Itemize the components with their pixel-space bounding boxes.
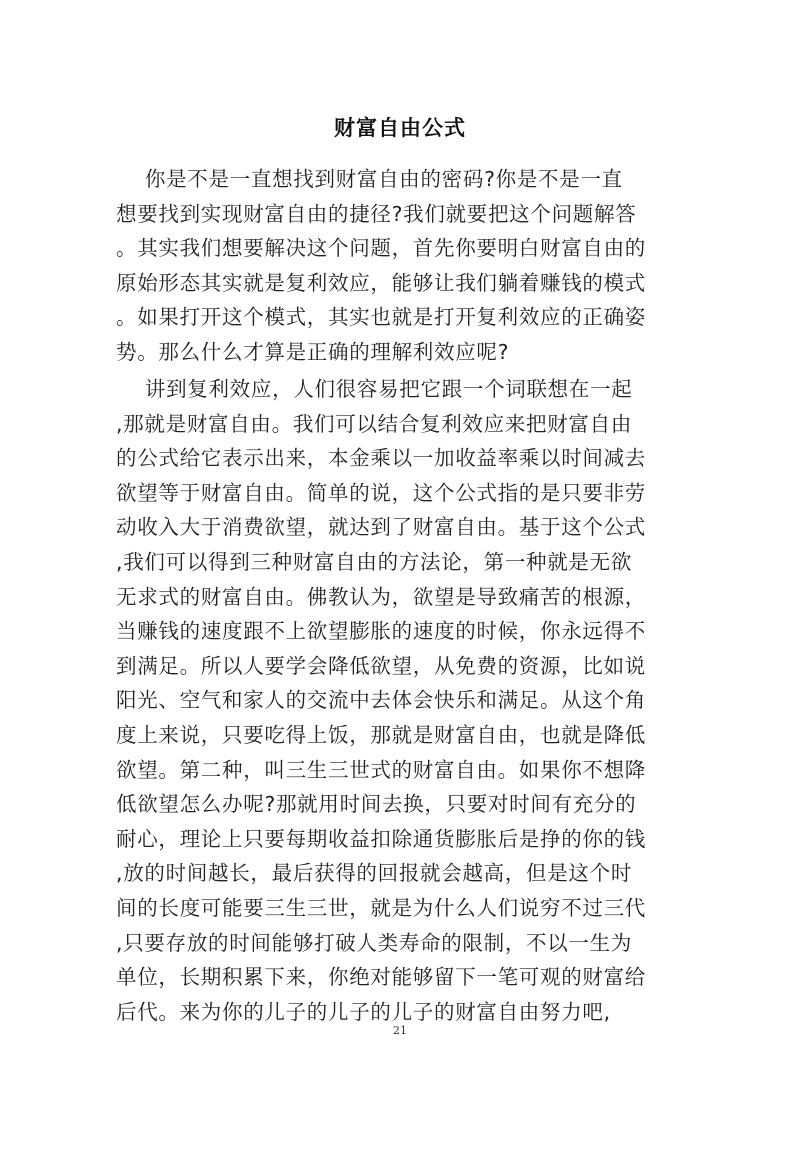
text-line: 。其实我们想要解决这个问题，首先你要明白财富自由的	[116, 236, 646, 261]
text-line: 耐心，理论上只要每期收益扣除通货膨胀后是挣的你的钱	[116, 826, 646, 851]
text-line: ,放的时间越长，最后获得的回报就会越高，但是这个时	[116, 861, 633, 886]
text-line: 阳光、空气和家人的交流中去体会快乐和满足。从这个角	[116, 688, 646, 713]
text-line: 低欲望怎么办呢?那就用时间去换，只要对时间有充分的	[116, 792, 637, 817]
page-number: 21	[393, 1024, 407, 1037]
text-line: 间的长度可能要三生三世，就是为什么人们说穷不过三代	[116, 895, 646, 920]
text-line: 你是不是一直想找到财富自由的密码?你是不是一直	[116, 167, 623, 191]
text-line: 原始形态其实就是复利效应，能够让我们躺着赚钱的模式	[116, 270, 646, 295]
text-line: 无求式的财富自由。佛教认为，欲望是导致痛苦的根源，	[116, 584, 646, 609]
text-line: 当赚钱的速度跟不上欲望膨胀的速度的时候，你永远得不	[116, 619, 646, 644]
text-line: ,那就是财富自由。我们可以结合复利效应来把财富自由	[116, 411, 633, 436]
paragraph-1	[116, 162, 654, 370]
text-line: 势。那么什么才算是正确的理解利效应呢?	[116, 339, 510, 364]
text-line: 后代。来为你的儿子的儿子的儿子的财富自由努力吧,	[116, 999, 611, 1024]
text-line: 到满足。所以人要学会降低欲望，从免费的资源，比如说	[116, 653, 646, 678]
text-line: 欲望等于财富自由。简单的说，这个公式指的是只要非劳	[116, 480, 646, 505]
text-line: 动收入大于消费欲望，就达到了财富自由。基于这个公式	[116, 515, 646, 540]
text-line: ,我们可以得到三种财富自由的方法论，第一种就是无欲	[116, 549, 633, 574]
text-line: 想要找到实现财富自由的捷径?我们就要把这个问题解答	[116, 201, 637, 226]
text-line: ,只要存放的时间能够打破人类寿命的限制，不以一生为	[116, 930, 633, 955]
text-line: 的公式给它表示出来，本金乘以一加收益率乘以时间减去	[116, 446, 646, 471]
text-line: 。如果打开这个模式，其实也就是打开复利效应的正确姿	[116, 305, 646, 330]
text-line: 单位，长期积累下来，你绝对能够留下一笔可观的财富给	[116, 965, 646, 990]
page-title: 财富自由公式	[334, 115, 466, 140]
text-line: 讲到复利效应，人们很容易把它跟一个词联想在一起	[116, 377, 633, 401]
text-line: 欲望。第二种，叫三生三世式的财富自由。如果你不想降	[116, 757, 646, 782]
paragraph-2	[116, 372, 654, 1029]
text-line: 度上来说，只要吃得上饭，那就是财富自由，也就是降低	[116, 722, 646, 747]
